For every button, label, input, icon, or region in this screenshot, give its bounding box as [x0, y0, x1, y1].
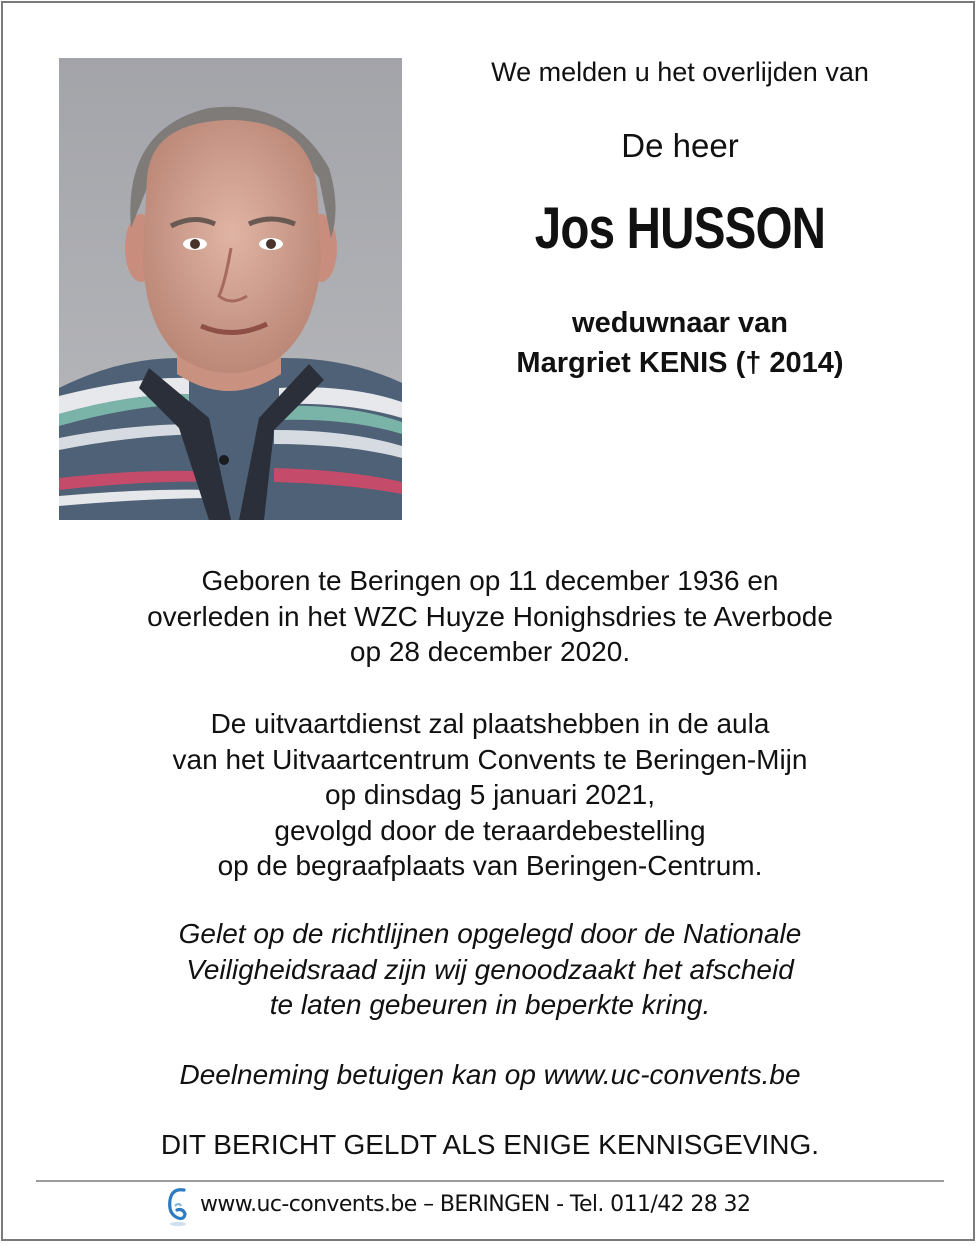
uc-convents-logo-icon	[166, 1184, 188, 1228]
covid-note-paragraph	[60, 916, 920, 1023]
funeral-line: De uitvaartdienst zal plaatshebben in de aula	[210, 708, 770, 739]
honorific: De heer	[621, 127, 739, 164]
birth-death-line: Geboren te Beringen op 11 december 1936 en	[201, 565, 779, 596]
condolence-note: Deelneming betuigen kan op www.uc-convents.be	[179, 1059, 801, 1090]
birth-death-paragraph	[60, 563, 920, 670]
intro-text: We melden u het overlijden van	[491, 57, 869, 87]
deceased-name: Jos HUSSON	[534, 196, 826, 261]
funeral-paragraph	[60, 706, 920, 884]
footer-divider	[36, 1180, 944, 1182]
relation-label: weduwnaar van	[572, 307, 788, 339]
portrait-photo	[59, 58, 402, 520]
official-notice: DIT BERICHT GELDT ALS ENIGE KENNISGEVING.	[160, 1129, 820, 1160]
covid-note-line: te laten gebeuren in beperkte kring.	[269, 989, 711, 1020]
birth-death-line: op 28 december 2020.	[349, 636, 631, 667]
funeral-line: op dinsdag 5 januari 2021,	[324, 779, 656, 810]
funeral-line: van het Uitvaartcentrum Convents te Beringen-Mijn	[172, 743, 808, 775]
birth-death-line: overleden in het WZC Huyze Honighsdries te Averbode	[147, 600, 833, 632]
footer-contact: www.uc-convents.be – BERINGEN - Tel. 011/42 28 32	[200, 1192, 751, 1217]
spouse-name: Margriet KENIS († 2014)	[516, 347, 844, 379]
funeral-line: op de begraafplaats van Beringen-Centrum.	[217, 850, 763, 881]
funeral-line: gevolgd door de teraardebestelling	[274, 814, 706, 846]
covid-note-line: Gelet op de richtlijnen opgelegd door de Nationale	[178, 918, 802, 949]
portrait-illustration	[59, 58, 402, 520]
covid-note-line: Veiligheidsraad zijn wij genoodzaakt het afscheid	[186, 953, 794, 985]
